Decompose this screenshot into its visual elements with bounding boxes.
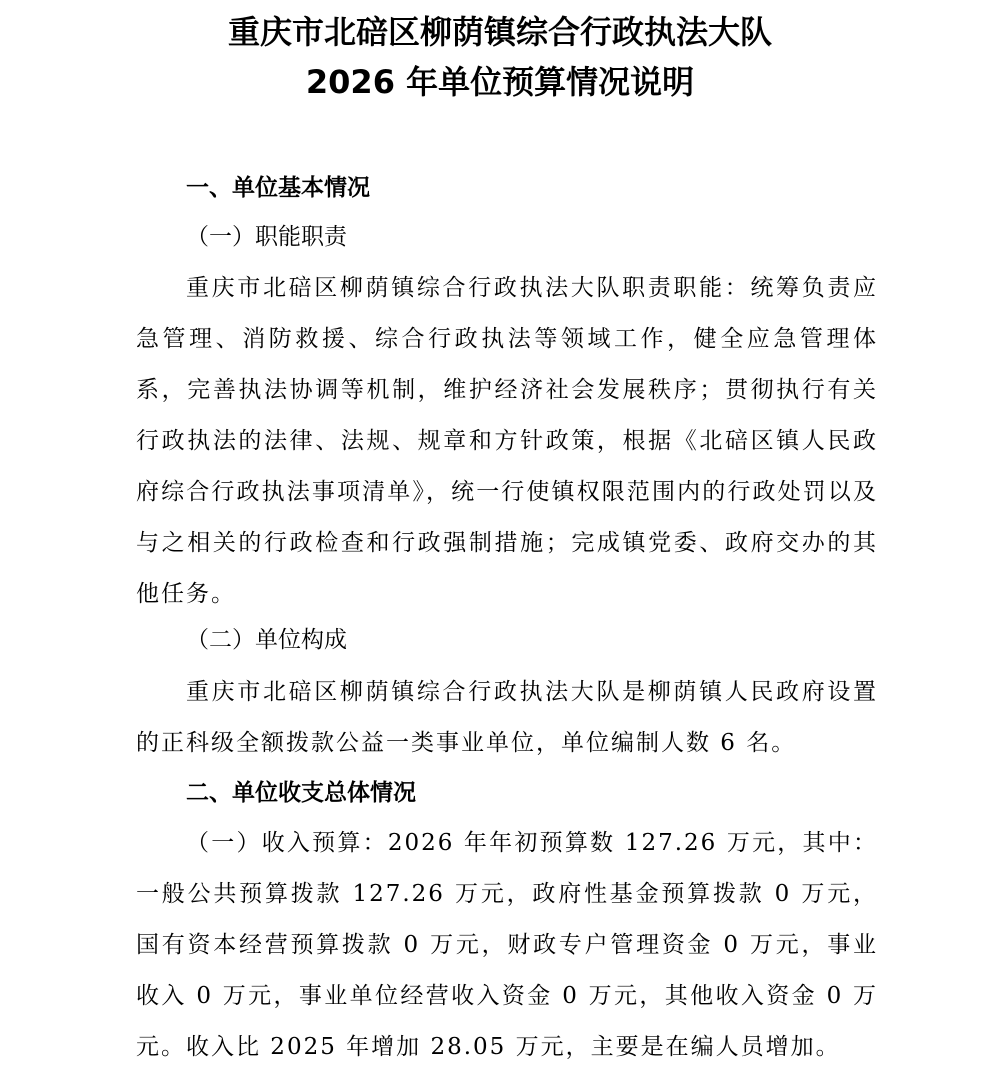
section1-heading: 一、单位基本情况: [186, 175, 370, 201]
section2-heading: 二、单位收支总体情况: [186, 780, 416, 806]
document-title-line2: 2026 年单位预算情况说明: [305, 63, 695, 101]
section1-sub1-heading: （一）职能职责: [186, 224, 347, 250]
section1-sub2-body: 重庆市北碚区柳荫镇综合行政执法大队是柳荫镇人民政府设置的正科级全额拨款公益一类事业单位，单位编制人数 6 名。: [136, 679, 878, 756]
document-title-line1: 重庆市北碚区柳荫镇综合行政执法大队: [227, 13, 772, 51]
section1-sub2-heading: （二）单位构成: [186, 627, 347, 653]
section2-sub1-body: （一）收入预算：2026 年年初预算数 127.26 万元，其中：一般公共预算拨款 127.26 万元，政府性基金预算拨款 0 万元，国有资本经营预算拨款 0 万元，财政专户管理资金 0 万元，事业收入 0 万元，事业单位经营收入资金 0 万元，其他收入资金 0 万元。收入比 2025 年增加 28.05 万元，主要是在编人员增加。: [136, 830, 878, 1060]
section1-sub1-body: 重庆市北碚区柳荫镇综合行政执法大队职责职能：统筹负责应急管理、消防救援、综合行政执法等领域工作，健全应急管理体系，完善执法协调等机制，维护经济社会发展秩序；贯彻执行有关行政执法的法律、法规、规章和方针政策，根据《北碚区镇人民政府综合行政执法事项清单》，统一行使镇权限范围内的行政处罚以及与之相关的行政检查和行政强制措施；完成镇党委、政府交办的其他任务。: [136, 275, 878, 607]
